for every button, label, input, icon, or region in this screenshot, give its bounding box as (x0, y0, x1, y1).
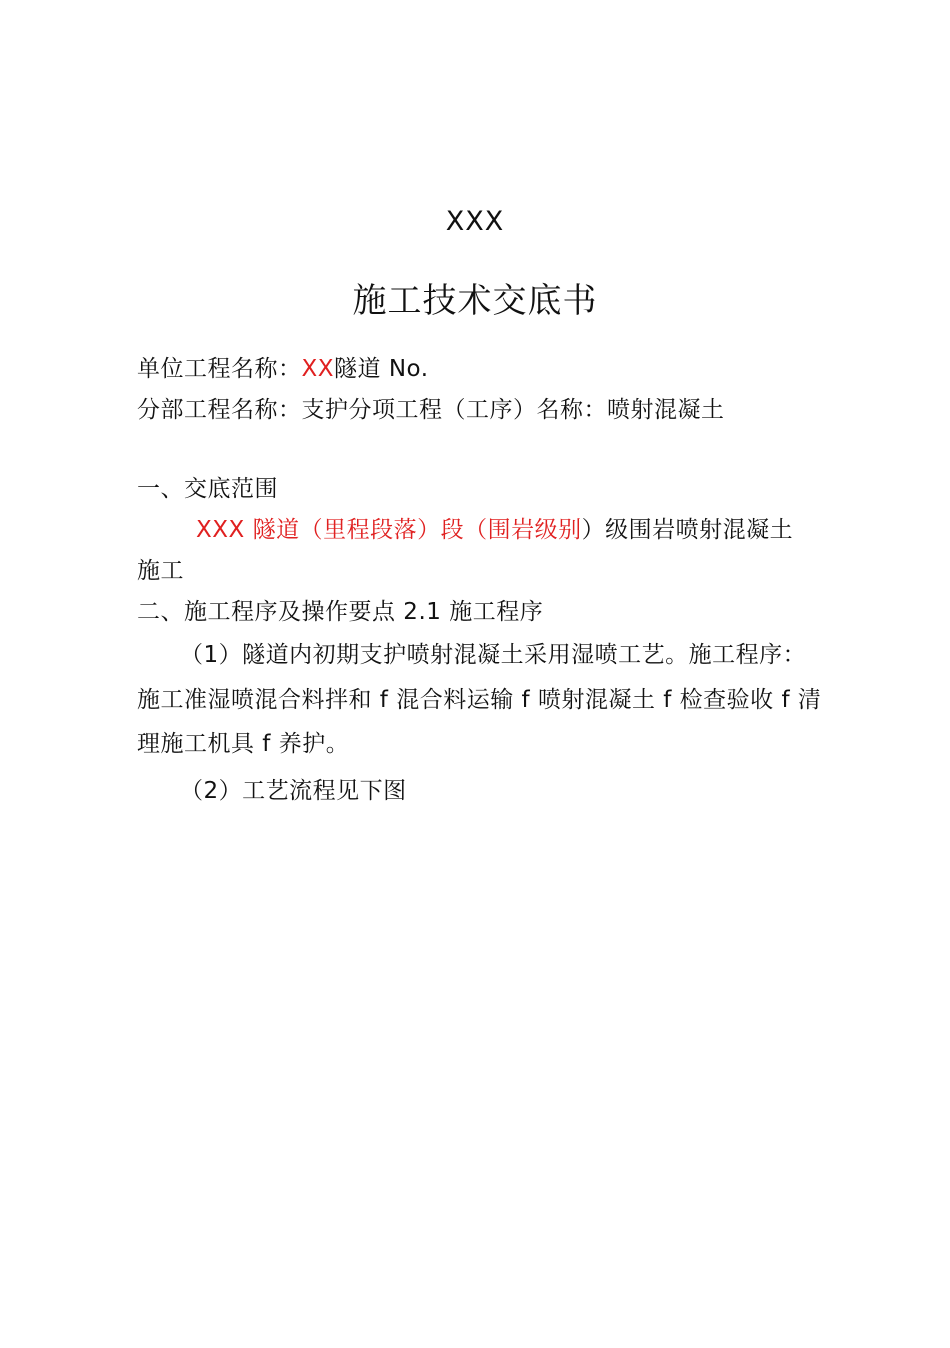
scope-placeholder: XXX 隧道（里程段落）段（围岩级别 (196, 517, 582, 543)
unit-project-value: 隧道 No. (334, 356, 429, 382)
section2-heading: 二、施工程序及操作要点 2.1 施工程序 (137, 599, 544, 625)
unit-project-placeholder: XX (301, 356, 335, 382)
item2-line: （2）工艺流程见下图 (180, 778, 407, 804)
header-code: XXX (445, 206, 505, 237)
item1-line3: 理施工机具 f 养护。 (137, 731, 350, 757)
item1-line1: （1）隧道内初期支护喷射混凝土采用湿喷工艺。施工程序： (180, 642, 807, 668)
sub-project-line: 分部工程名称：支护分项工程（工序）名称：喷射混凝土 (137, 397, 725, 423)
section1-scope-continued: 施工 (137, 558, 184, 584)
section1-scope-line (196, 515, 793, 545)
document-title: 施工技术交底书 (352, 281, 598, 321)
item1-line2: 施工准湿喷混合料拌和 f 混合料运输 f 喷射混凝土 f 检查验收 f 清 (137, 687, 822, 713)
unit-project-label: 单位工程名称： (137, 356, 302, 382)
section1-heading: 一、交底范围 (137, 476, 278, 502)
unit-project-line (137, 354, 429, 384)
scope-text: ）级围岩喷射混凝土 (581, 517, 794, 543)
